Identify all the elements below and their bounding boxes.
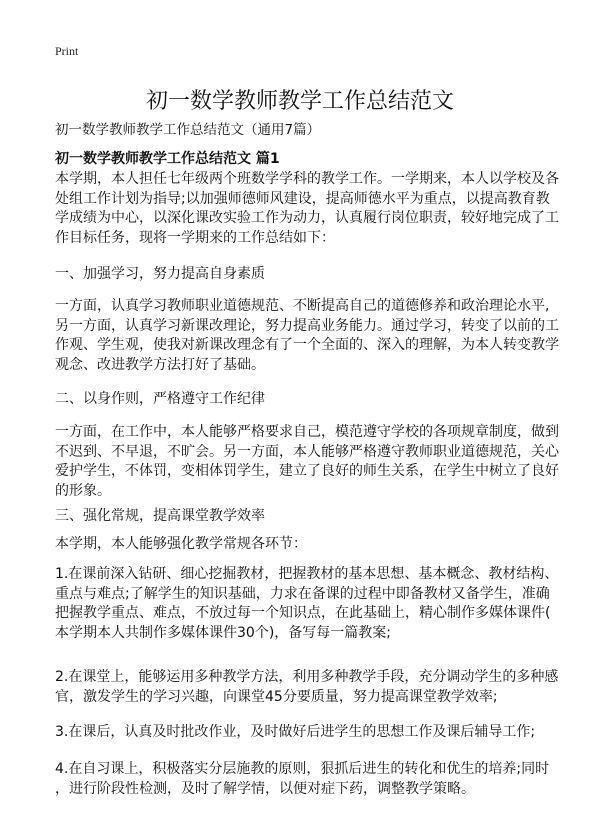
text-line: 本学期本人共制作多媒体课件30个)，备写每一篇教案; (55, 624, 391, 641)
text-line: 的形象。 (55, 482, 111, 499)
text-line: 1.在课前深入钻研、细心挖掘教材，把握教材的基本思想、基本概念、教材结构、 (55, 566, 559, 582)
text-line: 本学期，本人能够强化教学常规各环节： (55, 536, 307, 552)
text-line: 一方面，认真学习教师职业道德规范、不断提高自己的道德修养和政治理论水平, (55, 298, 550, 314)
section-1-paragraph (55, 297, 559, 375)
document-subtitle: 初一数学教师教学工作总结范文（通用7篇） (55, 122, 321, 138)
text-line: 爱护学生，不体罚，变相体罚学生，建立了良好的师生关系，在学生中树立了良好 (55, 463, 559, 480)
text-line: 三、强化常规，提高课堂教学效率 (55, 508, 265, 524)
list-item-2 (55, 668, 559, 707)
section-2-paragraph (55, 423, 559, 501)
text-line: 把握教学重点、难点，不放过每一个知识点，在此基础上，精心制作多媒体课件( (55, 605, 551, 622)
text-line: 不迟到、不早退，不旷会。另一方面，本人能够严格遵守教师职业道德规范，关心 (55, 443, 559, 460)
page-title: 初一数学教师教学工作总结范文 (145, 89, 454, 114)
section-3-intro (55, 535, 555, 555)
section-1-heading (55, 265, 555, 285)
text-line: 处组工作计划为指导;以加强师德师风建设，提高师德水平为重点，以提高教育教 (55, 190, 550, 207)
text-line: 重点与难点;了解学生的知识基础，力求在备课的过程中即备教材又备学生，准确 (55, 585, 550, 602)
text-line: 4.在自习课上，积极落实分层施教的原则，狠抓后进生的转化和优生的培养;同时 (55, 761, 550, 777)
section-3-heading (55, 507, 555, 527)
list-item-3 (55, 723, 555, 743)
section-2-heading (55, 390, 555, 410)
text-line: 本学期，本人担任七年级两个班数学学科的教学工作。一学期来，本人以学校及各 (55, 171, 559, 187)
text-line: 另一方面，认真学习新课改理论，努力提高业务能力。通过学习，转变了以前的工 (55, 317, 559, 334)
text-line: 2.在课堂上，能够运用多种教学方法，利用多种教学手段，充分调动学生的多种感 (55, 669, 559, 685)
text-line: 官，激发学生的学习兴趣，向课堂45分要质量，努力提高课堂教学效率; (55, 688, 498, 705)
text-line: 观念、改进教学方法打好了基础。 (55, 356, 265, 373)
list-item-1 (55, 565, 559, 643)
print-link[interactable]: Print (55, 44, 79, 58)
text-line: 作目标任务，现将一学期来的工作总结如下： (55, 229, 335, 246)
text-line: ，进行阶段性检测，及时了解学情，以便对症下药，调整教学策略。 (55, 780, 475, 797)
text-line: 作观、学生观，使我对新课改理念有了一个全面的、深入的理解，为本人转变教学 (55, 337, 559, 354)
article-heading: 初一数学教师教学工作总结范文 篇1 (55, 151, 280, 167)
list-item-4 (55, 760, 555, 799)
intro-paragraph (55, 170, 559, 248)
text-line: 一方面，在工作中，本人能够严格要求自己，模范遵守学校的各项规章制度，做到 (55, 424, 559, 440)
text-line: 二、以身作则，严格遵守工作纪律 (55, 391, 265, 407)
text-line: 学成绩为中心，以深化课改实验工作为动力，认真履行岗位职责，较好地完成了工 (55, 210, 559, 227)
text-line: 一、加强学习，努力提高自身素质 (55, 266, 265, 282)
text-line: 3.在课后，认真及时批改作业，及时做好后进学生的思想工作及课后辅导工作; (55, 724, 536, 740)
